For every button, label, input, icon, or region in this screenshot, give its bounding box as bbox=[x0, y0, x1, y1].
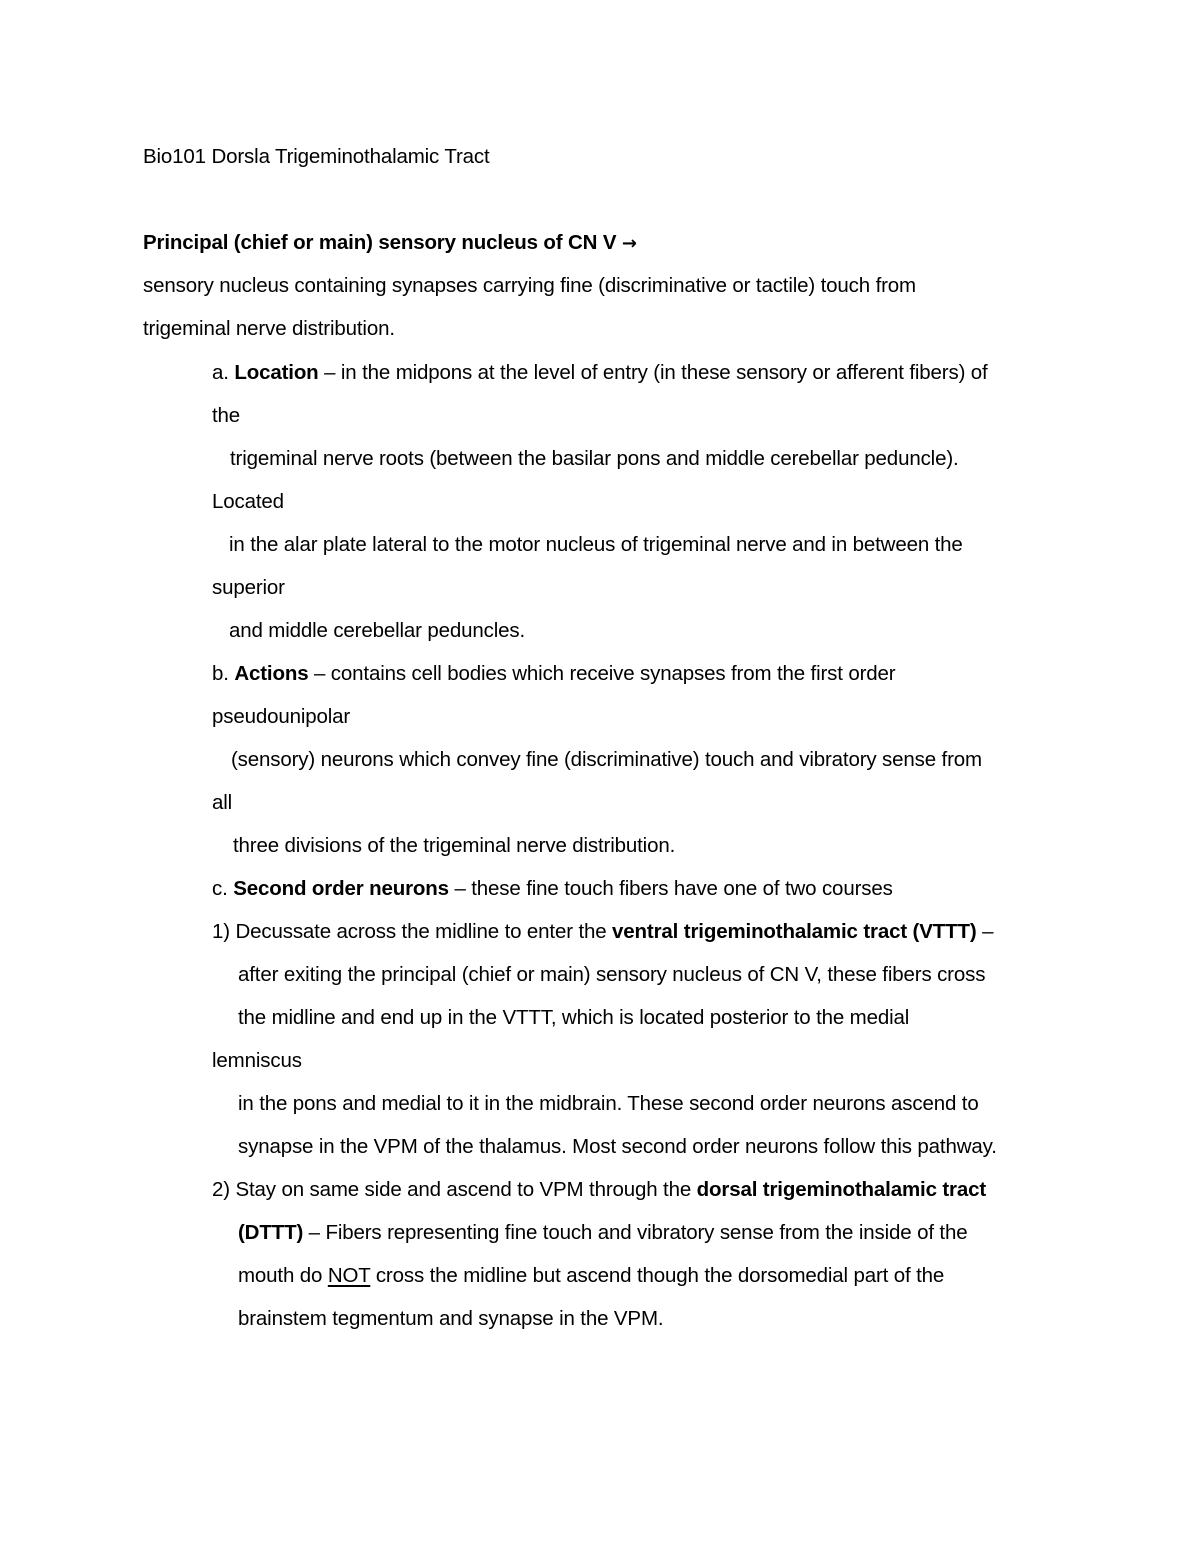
heading-text: Principal (chief or main) sensory nucleus of CN V bbox=[143, 231, 617, 254]
document-title: Bio101 Dorsla Trigeminothalamic Tract bbox=[143, 145, 490, 168]
intro-line-2: trigeminal nerve distribution. bbox=[143, 317, 395, 340]
second-order-prefix: c. bbox=[212, 877, 234, 900]
location-line-5: in the alar plate lateral to the motor nucleus of trigeminal nerve and in between the bbox=[229, 533, 963, 556]
second-order-text: – these fine touch fibers have one of two courses bbox=[448, 877, 893, 900]
course-2-number: 2) Stay on same side and ascend to VPM through the bbox=[212, 1178, 697, 1201]
course-1-tail: – bbox=[976, 920, 994, 943]
location-prefix: a. bbox=[212, 361, 235, 384]
course-1-line-5: in the pons and medial to it in the midbrain. These second order neurons ascend to bbox=[238, 1092, 979, 1115]
course-1-term: ventral trigeminothalamic tract (VTTT) bbox=[612, 920, 977, 943]
course-2-text-2: – Fibers representing fine touch and vibratory sense from the inside of the bbox=[303, 1221, 968, 1244]
location-text-1: – in the midpons at the level of entry (in these sensory or afferent fibers) of bbox=[318, 361, 988, 384]
second-order-line bbox=[212, 877, 893, 901]
actions-line-4: all bbox=[212, 791, 233, 814]
location-line-2: the bbox=[212, 404, 241, 427]
location-line-6: superior bbox=[212, 576, 285, 599]
course-2-text-3b: cross the midline but ascend though the dorsomedial part of the bbox=[370, 1264, 945, 1287]
actions-prefix: b. bbox=[212, 662, 235, 685]
actions-line-1 bbox=[212, 662, 895, 686]
course-2-line-1 bbox=[212, 1178, 986, 1202]
location-term: Location bbox=[234, 361, 319, 384]
course-1-line-4: lemniscus bbox=[212, 1049, 302, 1072]
course-2-text-3a: mouth do bbox=[238, 1264, 328, 1287]
course-2-not-emphasis: NOT bbox=[327, 1264, 371, 1287]
actions-term: Actions bbox=[234, 662, 309, 685]
location-line-1 bbox=[212, 361, 988, 385]
location-line-3: trigeminal nerve roots (between the basilar pons and middle cerebellar peduncle). bbox=[230, 447, 959, 470]
actions-line-2: pseudounipolar bbox=[212, 705, 351, 728]
course-1-line-6: synapse in the VPM of the thalamus. Most second order neurons follow this pathway. bbox=[238, 1135, 997, 1158]
actions-text-1: – contains cell bodies which receive synapses from the first order bbox=[308, 662, 896, 685]
second-order-term: Second order neurons bbox=[233, 877, 449, 900]
location-line-4: Located bbox=[212, 490, 284, 513]
actions-line-3: (sensory) neurons which convey fine (discriminative) touch and vibratory sense from bbox=[231, 748, 982, 771]
intro-line-1: sensory nucleus containing synapses carrying fine (discriminative or tactile) touch from bbox=[143, 274, 916, 297]
course-1-line-1 bbox=[212, 920, 993, 944]
course-2-line-2 bbox=[238, 1221, 967, 1245]
section-heading bbox=[143, 231, 637, 256]
course-1-number: 1) Decussate across the midline to enter the bbox=[212, 920, 613, 943]
course-2-term: dorsal trigeminothalamic tract bbox=[696, 1178, 987, 1201]
actions-line-5: three divisions of the trigeminal nerve distribution. bbox=[233, 834, 676, 857]
course-2-term-abbrev: (DTTT) bbox=[238, 1221, 304, 1244]
course-1-line-2: after exiting the principal (chief or main) sensory nucleus of CN V, these fibers cross bbox=[238, 963, 986, 986]
location-line-7: and middle cerebellar peduncles. bbox=[229, 619, 526, 642]
course-2-line-3 bbox=[238, 1264, 944, 1288]
right-arrow-icon: → bbox=[621, 233, 637, 254]
course-1-line-3: the midline and end up in the VTTT, which is located posterior to the medial bbox=[238, 1006, 910, 1029]
course-2-line-4: brainstem tegmentum and synapse in the VPM. bbox=[238, 1307, 664, 1330]
